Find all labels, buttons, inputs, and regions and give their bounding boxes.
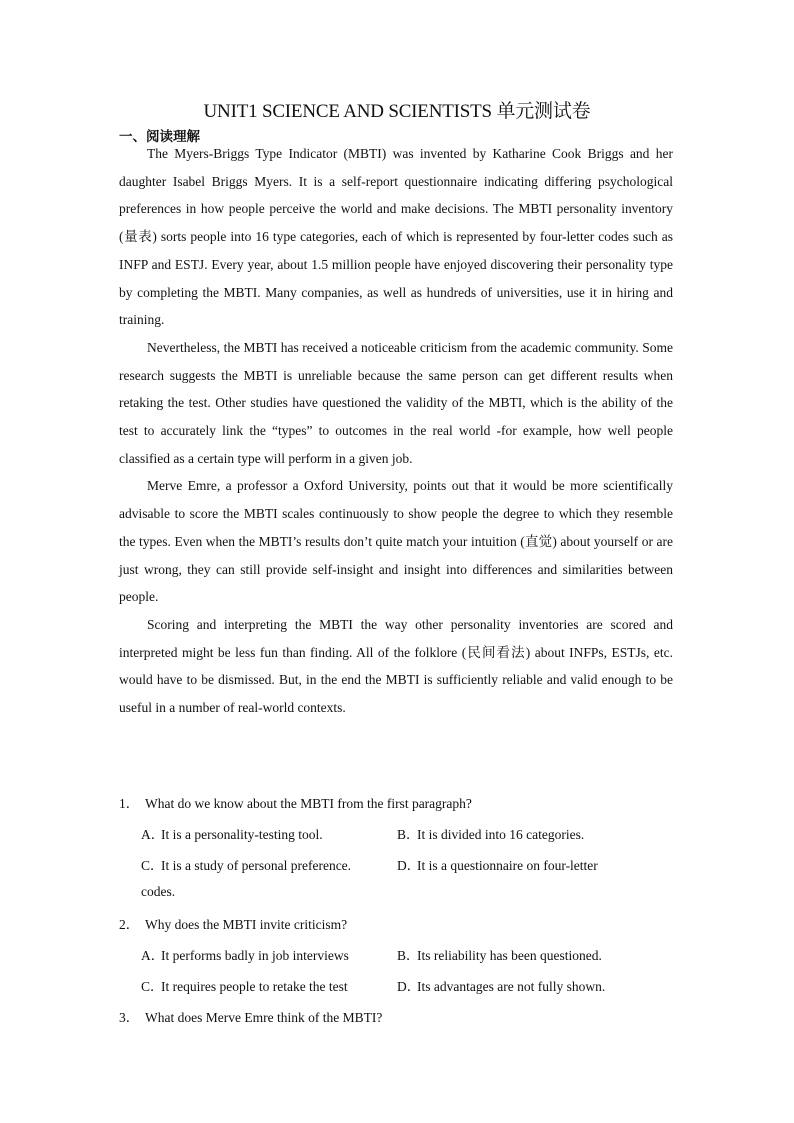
passage-paragraph-4: Scoring and interpreting the MBTI the way other personality inventories are scored and interpreted might be less fun than finding. All of the folklore (民间看法) about INFPs, ESTJs, etc. would have to be dismissed. But, in the end the MBTI is sufficiently reliable and valid enough to be useful in a number of real-world contexts. [119,616,673,716]
question-3 [119,1006,382,1026]
option-text: It performs badly in job interviews [161,948,349,963]
section-heading: 一、阅读理解 [119,129,200,145]
question-number: 2． [119,917,140,932]
option-letter: B． [397,827,420,842]
q1-option-a[interactable] [141,823,323,843]
option-letter: D． [397,858,421,873]
q1-option-c[interactable] [141,854,351,874]
question-text: Why does the MBTI invite criticism? [145,917,348,932]
option-letter: D． [397,979,421,994]
option-letter: C． [141,979,164,994]
q1-option-b[interactable] [397,823,584,843]
question-number: 3． [119,1010,140,1025]
page-title: UNIT1 SCIENCE AND SCIENTISTS 单元测试卷 [203,101,591,122]
q2-option-b[interactable] [397,944,602,964]
passage-paragraph-1: The Myers-Briggs Type Indicator (MBTI) was invented by Katharine Cook Briggs and her daughter Isabel Briggs Myers. It is a self-report questionnaire indicating differing psychological preferences in how people perceive the world and make decisions. The MBTI personality inventory (量表) sorts people into 16 type categories, each of which is represented by four-letter codes such as INFP and ESTJ. Every year, about 1.5 million people have enjoyed discovering their personality type by completing the MBTI. Many companies, as well as hundreds of universities, use it in hiring and training. [119,146,673,328]
option-letter: C． [141,858,164,873]
question-1 [119,792,472,812]
reading-passage [119,140,673,722]
option-letter: B． [397,948,420,963]
question-number: 1． [119,796,140,811]
option-text: It requires people to retake the test [161,979,348,994]
option-text: Its advantages are not fully shown. [417,979,606,994]
option-text: It is a study of personal preference. [161,858,352,873]
option-letter: A． [141,948,165,963]
option-text: It is a personality-testing tool. [161,827,323,842]
question-2 [119,913,347,933]
question-text: What do we know about the MBTI from the first paragraph? [145,796,472,811]
q2-option-d[interactable] [397,975,605,995]
option-letter: A． [141,827,165,842]
q2-option-c[interactable] [141,975,348,995]
option-text: It is divided into 16 categories. [417,827,585,842]
option-text: It is a questionnaire on four-letter [417,858,598,873]
passage-paragraph-2: Nevertheless, the MBTI has received a noticeable criticism from the academic community. Some research suggests the MBTI is unreliable because the same person can get different results when retaking the test. Other studies have questioned the validity of the MBTI, which is the ability of the test to accurately link the “types” to outcomes in the real world -for example, how well people classified as a certain type will perform in a given job. [119,339,673,466]
q2-option-a[interactable] [141,944,349,964]
passage-paragraph-3: Merve Emre, a professor a Oxford University, points out that it would be more scientifically advisable to score the MBTI scales continuously to show people the degree to which they resemble the types. Even when the MBTI’s results don’t quite match your intuition (直觉) about yourself or are just wrong, they can still provide self-insight and insight into differences and similarities between people. [119,478,673,605]
q1-option-d-continuation: codes. [141,884,176,899]
q1-option-d[interactable] [397,854,598,874]
question-text: What does Merve Emre think of the MBTI? [145,1010,383,1025]
option-text: Its reliability has been questioned. [417,948,602,963]
